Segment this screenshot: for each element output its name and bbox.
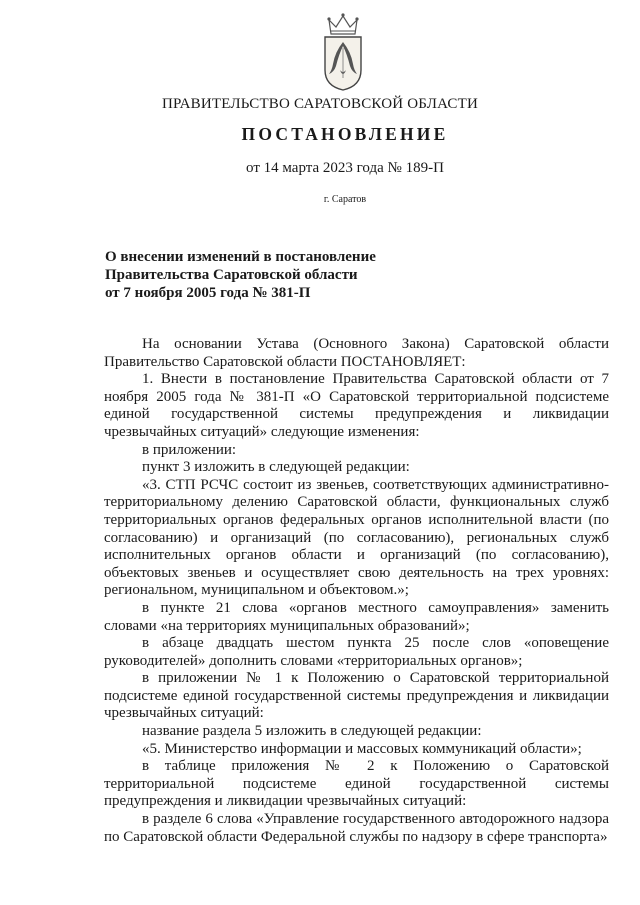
subject-line: Правительства Саратовской области	[105, 267, 358, 283]
subject-line: О внесении изменений в постановление	[105, 249, 376, 265]
date-and-number: от 14 марта 2023 года № 189-П	[246, 160, 444, 176]
body-paragraph: 1. Внести в постановление Правительства Саратовской области от 7 ноября 2005 года № 381-П «О Саратовской территориальной подсистеме единой государственной системы предупреждения и ликвидации чрезвычайных ситуаций» следующие изменения:	[104, 371, 609, 440]
body-paragraph: «3. СТП РСЧС состоит из звеньев, соответствующих административно-территориальному делению Саратовской области, функциональных служб территориальных органов федеральных органов исполнительной власти (по согласованию) и организаций (по согласованию), региональных служб исполнительных органов области и организаций (по согласованию), объектовых звеньев и осуществляет свою деятельность на трех уровнях: региональном, муниципальном и объектовом.»;	[104, 476, 609, 599]
government-name: ПРАВИТЕЛЬСТВО САРАТОВСКОЙ ОБЛАСТИ	[161, 96, 479, 112]
body-paragraph: в пункте 21 слова «органов местного самоуправления» заменить словами «на территориях муниципальных образований»;	[104, 599, 609, 634]
body-paragraph: в разделе 6 слова «Управление государственного автодорожного надзора по Саратовской области Федеральной службы по надзору в сфере транспорта»	[104, 811, 609, 845]
document-type: ПОСТАНОВЛЕНИЕ	[241, 124, 449, 144]
subject-line: от 7 ноября 2005 года № 381-П	[105, 285, 311, 301]
city: г. Саратов	[323, 194, 367, 205]
document-subject	[105, 248, 445, 302]
document-body	[104, 336, 609, 846]
body-paragraph: «5. Министерство информации и массовых коммуникаций области»;	[142, 740, 582, 757]
body-paragraph: пункт 3 изложить в следующей редакции:	[142, 459, 410, 476]
body-paragraph: в приложении:	[142, 441, 237, 458]
saratov-coat-of-arms-icon	[318, 12, 368, 92]
body-paragraph: в таблице приложения № 2 к Положению о Саратовской территориальной подсистеме единой государственной системы предупреждения и ликвидации чрезвычайных ситуаций:	[104, 758, 609, 810]
body-paragraph: в приложении № 1 к Положению о Саратовской территориальной подсистеме единой государственной системы предупреждения и ликвидации чрезвычайных ситуаций:	[104, 670, 609, 722]
body-paragraph: На основании Устава (Основного Закона) Саратовской области Правительство Саратовской области ПОСТАНОВЛЯЕТ:	[104, 336, 609, 370]
body-paragraph: в абзаце двадцать шестом пункта 25 после слов «оповещение руководителей» дополнить словами «территориальных органов»;	[104, 635, 609, 669]
body-paragraph: название раздела 5 изложить в следующей редакции:	[142, 723, 482, 740]
